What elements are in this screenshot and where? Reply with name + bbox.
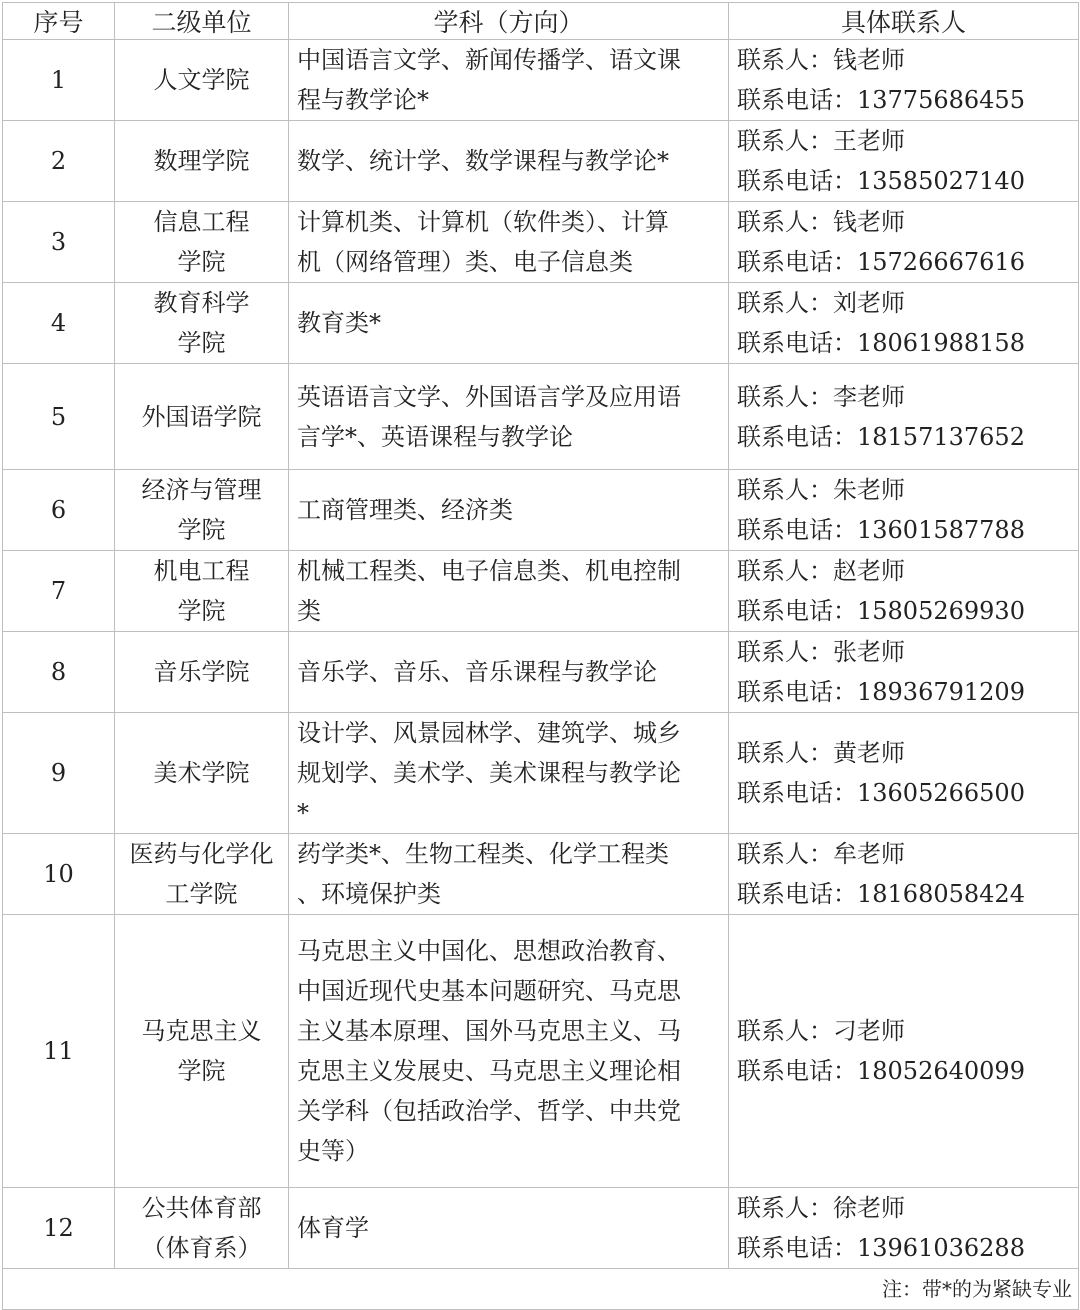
- table-row: [3, 40, 1079, 121]
- table-row: [3, 1188, 1079, 1269]
- row-number: 5: [3, 364, 115, 470]
- subject-line: 中国近现代史基本问题研究、马克思: [297, 977, 681, 1005]
- contact-phone: 联系电话：18936791209: [737, 678, 1025, 706]
- contact-person: 联系人：钱老师: [737, 208, 905, 236]
- header-row: [3, 3, 1079, 40]
- table-row: [3, 551, 1079, 632]
- row-number: 7: [3, 551, 115, 632]
- subject-line: 计算机类、计算机（软件类）、计算: [297, 208, 669, 236]
- contact-phone: 联系电话：15726667616: [737, 248, 1025, 276]
- unit-line: （体育系）: [141, 1234, 262, 1262]
- header-contact: 具体联系人: [729, 3, 1079, 40]
- table-row: [3, 283, 1079, 364]
- unit-line: 工学院: [165, 880, 238, 908]
- unit-name: [115, 364, 289, 470]
- unit-line: 经济与管理: [141, 476, 262, 504]
- row-number: 2: [3, 121, 115, 202]
- table-body: [3, 40, 1079, 1269]
- subject-line: 主义基本原理、国外马克思主义、马: [297, 1017, 681, 1045]
- contact-person: 联系人：刁老师: [737, 1017, 905, 1045]
- contact-info: [729, 40, 1079, 121]
- contact-person: 联系人：刘老师: [737, 289, 905, 317]
- note-text: 注：带*的为紧缺专业: [3, 1269, 1079, 1310]
- unit-line: 马克思主义: [141, 1017, 262, 1045]
- row-number: 8: [3, 632, 115, 713]
- row-number: 11: [3, 915, 115, 1188]
- unit-line: 美术学院: [153, 759, 250, 787]
- row-number: 10: [3, 834, 115, 915]
- row-number: 6: [3, 470, 115, 551]
- subject-line: 设计学、风景园林学、建筑学、城乡: [297, 719, 681, 747]
- note-row: [3, 1269, 1079, 1310]
- table-row: [3, 915, 1079, 1188]
- unit-name: [115, 121, 289, 202]
- contact-phone: 联系电话：18052640099: [737, 1057, 1025, 1085]
- subject-line: 关学科（包括政治学、哲学、中共党: [297, 1097, 681, 1125]
- subject-list: [289, 202, 729, 283]
- contact-phone: 联系电话：13585027140: [737, 167, 1025, 195]
- subject-list: [289, 1188, 729, 1269]
- contact-person: 联系人：李老师: [737, 382, 905, 411]
- unit-name: [115, 713, 289, 834]
- subject-line: 程与教学论*: [297, 86, 429, 114]
- contact-info: [729, 834, 1079, 915]
- subject-list: [289, 713, 729, 834]
- contact-phone: 联系电话：13605266500: [737, 779, 1025, 807]
- subject-line: 教育类*: [297, 309, 381, 337]
- table-row: [3, 632, 1079, 713]
- subject-line: 中国语言文学、新闻传播学、语文课: [297, 46, 681, 74]
- subject-line: 数学、统计学、数学课程与教学论*: [297, 147, 669, 175]
- subject-line: 体育学: [297, 1214, 369, 1242]
- subject-line: 英语语言文学、外国语言学及应用语: [297, 382, 681, 411]
- subject-list: [289, 632, 729, 713]
- row-number: 9: [3, 713, 115, 834]
- contact-person: 联系人：钱老师: [737, 46, 905, 74]
- unit-name: [115, 40, 289, 121]
- unit-name: [115, 915, 289, 1188]
- unit-name: [115, 834, 289, 915]
- subject-list: [289, 40, 729, 121]
- subject-line: 机械工程类、电子信息类、机电控制: [297, 557, 681, 585]
- unit-line: 学院: [177, 248, 226, 276]
- unit-name: [115, 283, 289, 364]
- subject-line: 言学*、英语课程与教学论: [297, 422, 573, 451]
- row-number: 1: [3, 40, 115, 121]
- table-row: [3, 470, 1079, 551]
- unit-line: 外国语学院: [141, 402, 262, 431]
- subject-list: [289, 834, 729, 915]
- contact-person: 联系人：王老师: [737, 127, 905, 155]
- unit-line: 信息工程: [153, 208, 250, 236]
- unit-line: 人文学院: [153, 66, 250, 94]
- contact-info: [729, 713, 1079, 834]
- subject-line: 马克思主义中国化、思想政治教育、: [297, 937, 681, 965]
- unit-name: [115, 551, 289, 632]
- unit-line: 音乐学院: [153, 658, 250, 686]
- subject-line: 规划学、美术学、美术课程与教学论: [297, 759, 681, 787]
- subject-list: [289, 915, 729, 1188]
- unit-name: [115, 632, 289, 713]
- subject-list: [289, 470, 729, 551]
- row-number: 4: [3, 283, 115, 364]
- contact-table: [2, 2, 1079, 1310]
- contact-person: 联系人：牟老师: [737, 840, 905, 868]
- contact-person: 联系人：张老师: [737, 638, 905, 666]
- subject-list: [289, 364, 729, 470]
- table-row: [3, 834, 1079, 915]
- contact-info: [729, 121, 1079, 202]
- unit-name: [115, 470, 289, 551]
- contact-info: [729, 283, 1079, 364]
- contact-info: [729, 551, 1079, 632]
- subject-line: *: [297, 799, 309, 827]
- contact-info: [729, 202, 1079, 283]
- row-number: 3: [3, 202, 115, 283]
- contact-info: [729, 915, 1079, 1188]
- contact-phone: 联系电话：13601587788: [737, 516, 1025, 544]
- unit-line: 学院: [177, 597, 226, 625]
- unit-line: 教育科学: [153, 289, 250, 317]
- contact-person: 联系人：朱老师: [737, 476, 905, 504]
- subject-line: 类: [297, 597, 321, 625]
- contact-info: [729, 364, 1079, 470]
- subject-line: 药学类*、生物工程类、化学工程类: [297, 840, 669, 868]
- contact-phone: 联系电话：18168058424: [737, 880, 1025, 908]
- subject-line: 史等）: [297, 1137, 369, 1165]
- contact-info: [729, 632, 1079, 713]
- subject-list: [289, 121, 729, 202]
- subject-line: 音乐学、音乐、音乐课程与教学论: [297, 658, 657, 686]
- contact-info: [729, 1188, 1079, 1269]
- contact-phone: 联系电话：18061988158: [737, 329, 1025, 357]
- unit-line: 医药与化学化: [129, 840, 274, 868]
- row-number: 12: [3, 1188, 115, 1269]
- header-no: 序号: [3, 3, 115, 40]
- unit-line: 机电工程: [153, 557, 250, 585]
- subject-list: [289, 283, 729, 364]
- unit-line: 公共体育部: [141, 1194, 262, 1222]
- contact-phone: 联系电话：13775686455: [737, 86, 1025, 114]
- contact-person: 联系人：赵老师: [737, 557, 905, 585]
- table-row: [3, 202, 1079, 283]
- contact-person: 联系人：黄老师: [737, 739, 905, 767]
- subject-line: 克思主义发展史、马克思主义理论相: [297, 1057, 681, 1085]
- unit-name: [115, 1188, 289, 1269]
- contact-phone: 联系电话：15805269930: [737, 597, 1025, 625]
- header-subject: 学科（方向）: [289, 3, 729, 40]
- subject-line: 工商管理类、经济类: [297, 496, 513, 524]
- header-unit: 二级单位: [115, 3, 289, 40]
- subject-line: 机（网络管理）类、电子信息类: [297, 248, 633, 276]
- unit-line: 学院: [177, 329, 226, 357]
- unit-line: 数理学院: [153, 147, 250, 175]
- contact-phone: 联系电话：18157137652: [737, 422, 1025, 451]
- subject-line: 、环境保护类: [297, 880, 441, 908]
- table-row: [3, 713, 1079, 834]
- table-row: [3, 121, 1079, 202]
- unit-line: 学院: [177, 516, 226, 544]
- unit-line: 学院: [177, 1057, 226, 1085]
- contact-info: [729, 470, 1079, 551]
- subject-list: [289, 551, 729, 632]
- table-row: [3, 364, 1079, 470]
- contact-person: 联系人：徐老师: [737, 1194, 905, 1222]
- unit-name: [115, 202, 289, 283]
- contact-phone: 联系电话：13961036288: [737, 1234, 1025, 1262]
